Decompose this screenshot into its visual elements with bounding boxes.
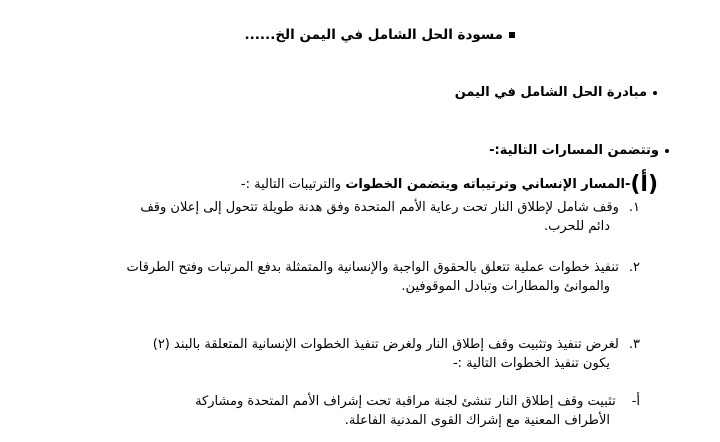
list-item: ٣.لغرض تنفيذ وتثبيت وقف إطلاق النار ولغرض تنفيذ الخطوات الإنسانية المتعلقة بالبند (٢) يكون تنفيذ الخطوات التالية :- [152,337,640,371]
dot-bullet-icon [665,149,669,153]
sub-item-letter: أ- [631,394,640,409]
section-a-heading [240,172,658,197]
item-number: ٣. [628,337,640,352]
item-number: ١. [628,200,640,215]
dot-bullet-icon [653,91,657,95]
section-a-label: (أ) [630,172,658,197]
list-item: ١.وقف شامل لإطلاق النار تحت رعاية الأمم المتحدة وفق هدنة طويلة تتحول إلى إعلان وقف دائم للحرب. [140,200,640,234]
sub-list-item: أ-تثبيت وقف إطلاق النار تنشئ لجنة مراقبة تحت إشراف الأمم المتحدة ومشاركة الأطراف المعنية مع إشراك القوى المدنية الفاعلة. [195,394,640,428]
square-bullet-icon [509,32,515,38]
document-title: مسودة الحل الشامل في اليمن الخ...... [245,26,515,44]
section-a-heading-bold: -المسار الإنساني وترتيباته ويتضمن الخطوات [345,177,631,192]
section-a-heading-rest: والترتيبات التالية :- [240,177,346,192]
item-number: ٢. [628,260,640,275]
initiative-heading: مبادرة الحل الشامل في اليمن [455,84,657,102]
paths-intro: وتتضمن المسارات التالية:- [489,142,669,160]
list-item: ٢.تنفيذ خطوات عملية تتعلق بالحقوق الواجبة والإنسانية والمتمثلة بدفع المرتبات وفتح الطرقات والموانئ والمطارات وتبادل الموقوفين. [126,260,640,294]
